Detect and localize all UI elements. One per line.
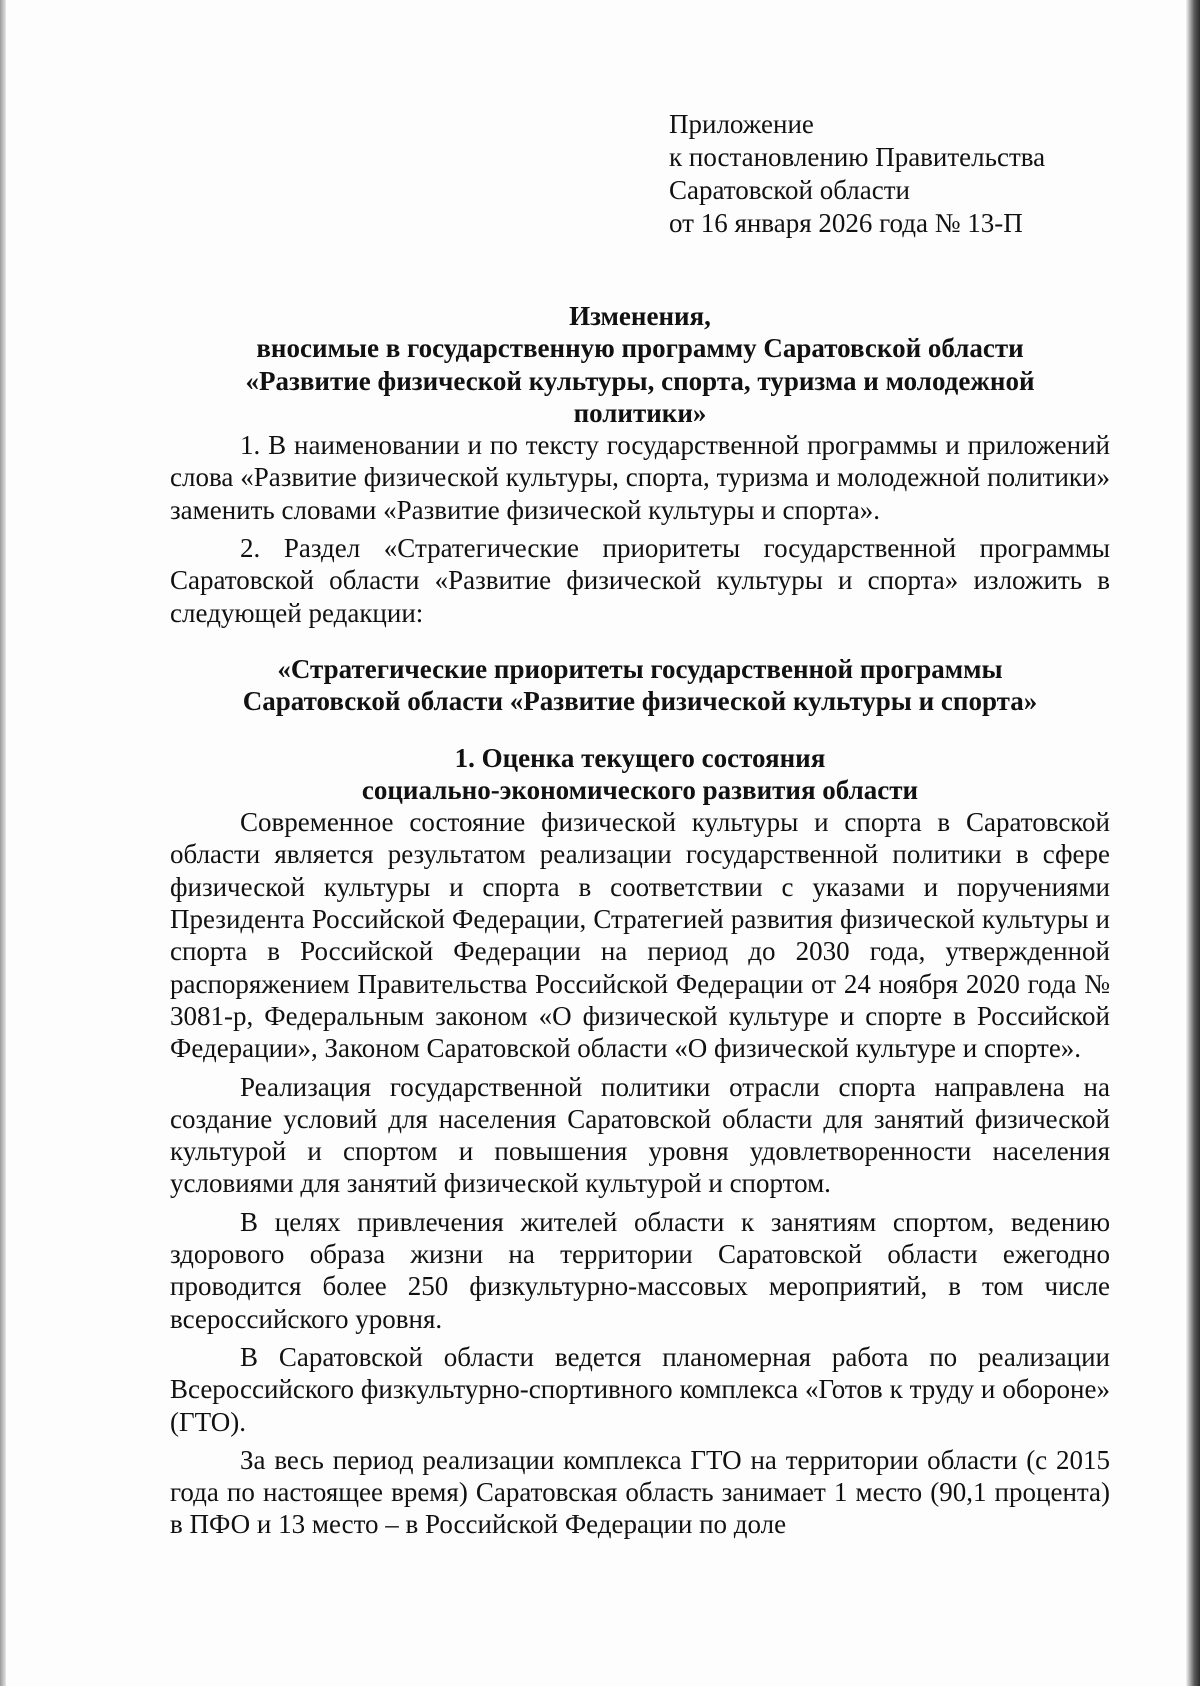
title-line: вносимые в государственную программу Саратовской области [256,333,1024,364]
annex-line: к постановлению Правительства [669,142,1046,172]
body-paragraph: Реализация государственной политики отрасли спорта направлена на создание условий для населения Саратовской области для занятий физической культурой и спортом и повышения уровня удовлетворенности населения условиями для занятий физической культурой и спортом. [170,1071,1110,1199]
subtitle-line: «Стратегические приоритеты государственной программы [277,653,1003,684]
scan-edge-right [1186,0,1200,1686]
section-line: социально-экономического развития области [361,774,919,805]
body-paragraph: В целях привлечения жителей области к занятиям спортом, ведению здорового образа жизни на территории Саратовской области ежегодно проводится более 250 физкультурно-массовых мероприятий, в том числе всероссийского уровня. [170,1206,1110,1334]
document-title [170,300,1110,429]
subtitle-line: Саратовской области «Развитие физической культуры и спорта» [242,686,1038,717]
annex-line: Саратовской области [669,175,910,205]
document-body [170,300,1110,1541]
section-line: 1. Оценка текущего состояния [454,742,826,773]
body-paragraph: Современное состояние физической культуры и спорта в Саратовской области является результатом реализации государственной политики в сфере физической культуры и спорта в соответствии с указами и поручениями Президента Российской Федерации, Стратегией развития физической культуры и спорта в Российской Федерации на период до 2030 года, утвержденной распоряжением Правительства Российской Федерации от 24 ноября 2020 года № 3081-р, Федеральным законом «О физической культуре и спорте в Российской Федерации», Законом Саратовской области «О физической культуре и спорте». [170,807,1110,1064]
section-heading [170,742,1110,807]
annex-header [669,108,1045,240]
annex-line: от 16 января 2026 года № 13-П [669,208,1023,238]
title-line: политики» [573,397,707,428]
scan-edge-left [0,0,6,1686]
paragraph-item-1: 1. В наименовании и по тексту государственной программы и приложений слова «Развитие физической культуры, спорта, туризма и молодежной политики» заменить словами «Развитие физической культуры и спорта». [170,430,1110,525]
title-line: Изменения, [569,301,711,331]
body-paragraph: За весь период реализации комплекса ГТО на территории области (с 2015 года по настоящее время) Саратовская область занимает 1 место (90,1 процента) в ПФО и 13 место – в Российской Федерации по доле [170,1444,1110,1540]
subtitle-heading [170,653,1110,718]
body-paragraph: В Саратовской области ведется планомерная работа по реализации Всероссийского физкультурно-спортивного комплекса «Готов к труду и обороне» (ГТО). [170,1341,1110,1437]
title-line: «Развитие физической культуры, спорта, туризма и молодежной [245,365,1035,396]
paragraph-item-2: 2. Раздел «Стратегические приоритеты государственной программы Саратовской области «Развитие физической культуры и спорта» изложить в следующей редакции: [170,533,1110,628]
annex-line: Приложение [669,109,814,139]
